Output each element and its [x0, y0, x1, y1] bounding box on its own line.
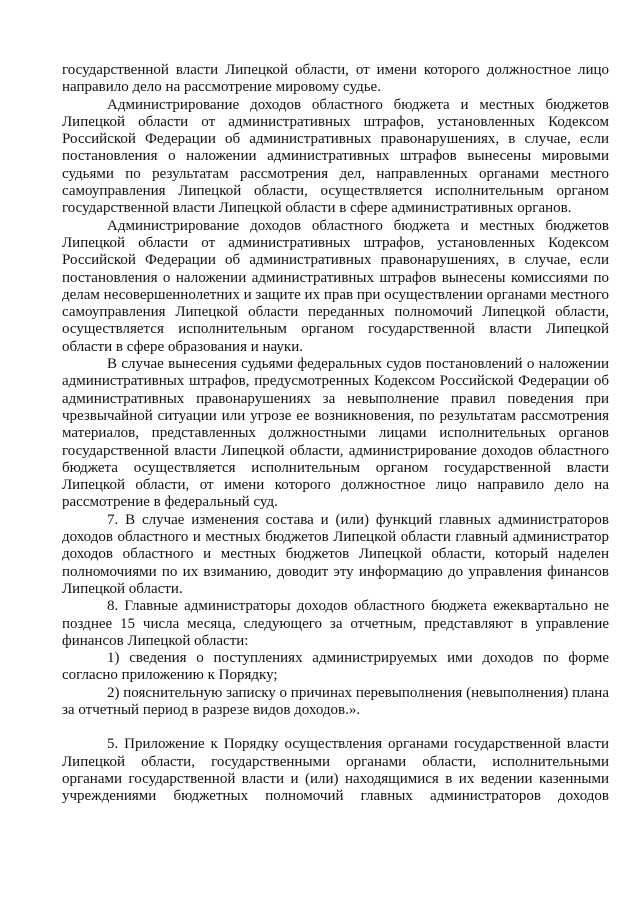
paragraph-subitem-1: 1) сведения о поступлениях администрируемых ими доходов по форме согласно приложению к Порядку;	[62, 650, 609, 684]
document-page	[62, 62, 609, 805]
paragraph-admin-magistrates: Администрирование доходов областного бюджета и местных бюджетов Липецкой области от административных штрафов, установленных Кодексом Российской Федерации об административных правонарушениях, в случае, если постановления о наложении административных штрафов вынесены мировыми судьями по результатам рассмотрения дел, направленных органами местного самоуправления Липецкой области, осуществляется исполнительным органом государственной власти Липецкой области в сфере административных органов.	[62, 96, 609, 217]
paragraph-continuation: государственной власти Липецкой области, от имени которого должностное лицо направило дело на рассмотрение мировому судье.	[62, 62, 609, 96]
paragraph-subitem-2: 2) пояснительную записку о причинах перевыполнения (невыполнения) плана за отчетный период в разрезе видов доходов.».	[62, 684, 609, 718]
paragraph-item-8: 8. Главные администраторы доходов областного бюджета ежеквартально не позднее 15 числа месяца, следующего за отчетным, представляют в управление финансов Липецкой области:	[62, 598, 609, 649]
paragraph-federal-courts: В случае вынесения судьями федеральных судов постановлений о наложении административных штрафов, предусмотренных Кодексом Российской Федерации об административных правонарушениях за невыполнение правил поведения при чрезвычайной ситуации или угрозе ее возникновения, по результатам рассмотрения материалов, представленных должностными лицами исполнительных органов государственной власти Липецкой области, администрирование доходов областного бюджета осуществляется исполнительным органом государственной власти Липецкой области, от имени которого должностное лицо направило дело на рассмотрение в федеральный суд.	[62, 356, 609, 511]
paragraph-item-5: 5. Приложение к Порядку осуществления органами государственной власти Липецкой области, государственными органами области, исполнительными органами государственной власти и (или) находящимися в их ведении казенными учреждениями бюджетных полномочий главных администраторов доходов	[62, 736, 609, 805]
paragraph-admin-commissions: Администрирование доходов областного бюджета и местных бюджетов Липецкой области от административных штрафов, установленных Кодексом Российской Федерации об административных правонарушениях, в случае, если постановления о наложении административных штрафов вынесены комиссиями по делам несовершеннолетних и защите их прав при осуществлении органами местного самоуправления Липецкой области переданных полномочий Липецкой области, осуществляется исполнительным органом государственной власти Липецкой области в сфере образования и науки.	[62, 217, 609, 355]
paragraph-item-7: 7. В случае изменения состава и (или) функций главных администраторов доходов областного и местных бюджетов Липецкой области главный администратор доходов областного и местных бюджетов Липецкой области, который наделен полномочиями по их взиманию, доводит эту информацию до управления финансов Липецкой области.	[62, 511, 609, 597]
